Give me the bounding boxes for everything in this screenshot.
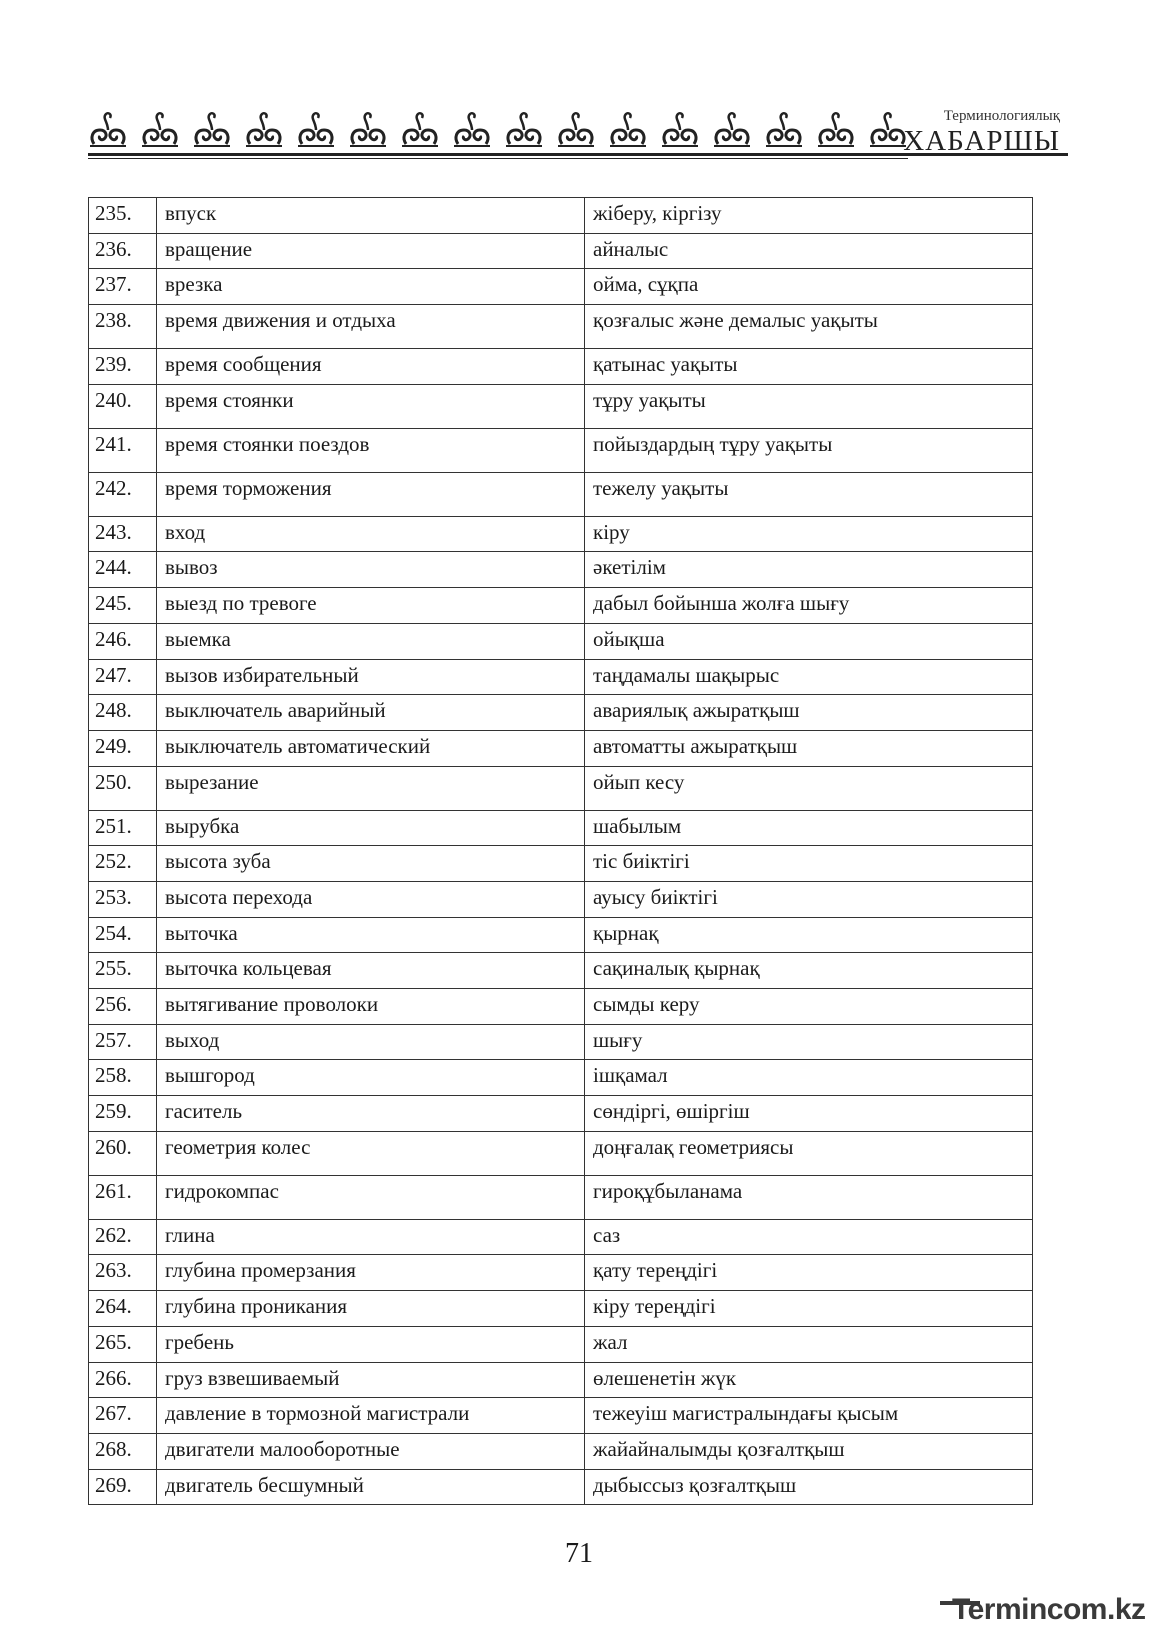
term-kazakh: ойма, сұқпа <box>585 269 1033 305</box>
term-russian: высота зуба <box>157 846 585 882</box>
term-number: 256. <box>89 989 157 1025</box>
table-row <box>89 1433 1033 1469</box>
term-number: 247. <box>89 659 157 695</box>
table-row <box>89 198 1033 234</box>
header-rule-thin <box>88 158 908 159</box>
table-row <box>89 384 1033 428</box>
term-kazakh: саз <box>585 1219 1033 1255</box>
term-kazakh: дыбыссыз қозғалтқыш <box>585 1469 1033 1505</box>
term-russian: давление в тормозной магистрали <box>157 1398 585 1434</box>
table-row <box>89 588 1033 624</box>
term-russian: двигатели малооборотные <box>157 1433 585 1469</box>
table-row <box>89 1060 1033 1096</box>
page-header <box>88 104 1068 166</box>
term-russian: глубина проникания <box>157 1291 585 1327</box>
term-number: 262. <box>89 1219 157 1255</box>
term-russian: высота перехода <box>157 881 585 917</box>
term-kazakh: сымды керу <box>585 989 1033 1025</box>
term-number: 248. <box>89 695 157 731</box>
term-number: 242. <box>89 472 157 516</box>
term-kazakh: қырнақ <box>585 917 1033 953</box>
term-russian: время стоянки поездов <box>157 428 585 472</box>
term-russian: глина <box>157 1219 585 1255</box>
table-row <box>89 1255 1033 1291</box>
table-row <box>89 1024 1033 1060</box>
term-number: 264. <box>89 1291 157 1327</box>
term-kazakh: кіру тереңдігі <box>585 1291 1033 1327</box>
table-row <box>89 766 1033 810</box>
table-row <box>89 1326 1033 1362</box>
table-row <box>89 953 1033 989</box>
table-row <box>89 989 1033 1025</box>
term-kazakh: ішқамал <box>585 1060 1033 1096</box>
table-row <box>89 659 1033 695</box>
term-russian: врезка <box>157 269 585 305</box>
term-kazakh: тежелу уақыты <box>585 472 1033 516</box>
term-kazakh: шығу <box>585 1024 1033 1060</box>
term-russian: выезд по тревоге <box>157 588 585 624</box>
term-number: 257. <box>89 1024 157 1060</box>
term-kazakh: ойықша <box>585 623 1033 659</box>
term-russian: вывоз <box>157 552 585 588</box>
term-kazakh: пойыздардың тұру уақыты <box>585 428 1033 472</box>
term-russian: вырезание <box>157 766 585 810</box>
terms-table-body <box>89 198 1033 1505</box>
term-number: 253. <box>89 881 157 917</box>
term-kazakh: кіру <box>585 516 1033 552</box>
term-kazakh: шабылым <box>585 810 1033 846</box>
term-kazakh: ойып кесу <box>585 766 1033 810</box>
table-row <box>89 730 1033 766</box>
table-row <box>89 1291 1033 1327</box>
term-kazakh: өлешенетін жүк <box>585 1362 1033 1398</box>
term-number: 237. <box>89 269 157 305</box>
term-kazakh: қату тереңдігі <box>585 1255 1033 1291</box>
term-kazakh: сөндіргі, өшіргіш <box>585 1096 1033 1132</box>
term-kazakh: таңдамалы шақырыс <box>585 659 1033 695</box>
term-kazakh: автоматты ажыратқыш <box>585 730 1033 766</box>
site-logo <box>940 1593 1146 1633</box>
term-number: 250. <box>89 766 157 810</box>
term-number: 254. <box>89 917 157 953</box>
terms-table <box>88 197 1033 1505</box>
page-number: 71 <box>565 1538 593 1569</box>
table-row <box>89 695 1033 731</box>
term-number: 252. <box>89 846 157 882</box>
term-russian: выточка <box>157 917 585 953</box>
term-russian: время сообщения <box>157 349 585 385</box>
term-number: 251. <box>89 810 157 846</box>
term-number: 246. <box>89 623 157 659</box>
term-russian: выход <box>157 1024 585 1060</box>
table-row <box>89 881 1033 917</box>
term-number: 259. <box>89 1096 157 1132</box>
header-title: ХАБАРШЫ <box>903 125 1060 157</box>
term-russian: вытягивание проволоки <box>157 989 585 1025</box>
term-kazakh: авариялық ажыратқыш <box>585 695 1033 731</box>
term-russian: груз взвешиваемый <box>157 1362 585 1398</box>
table-row <box>89 349 1033 385</box>
term-kazakh: дабыл бойынша жолға шығу <box>585 588 1033 624</box>
table-row <box>89 917 1033 953</box>
term-number: 241. <box>89 428 157 472</box>
table-row <box>89 428 1033 472</box>
term-number: 266. <box>89 1362 157 1398</box>
term-number: 267. <box>89 1398 157 1434</box>
term-number: 240. <box>89 384 157 428</box>
term-kazakh: ауысу биіктігі <box>585 881 1033 917</box>
term-russian: впуск <box>157 198 585 234</box>
table-row <box>89 472 1033 516</box>
table-row <box>89 1131 1033 1175</box>
table-row <box>89 269 1033 305</box>
term-russian: выемка <box>157 623 585 659</box>
term-number: 236. <box>89 233 157 269</box>
term-kazakh: жіберу, кіргізу <box>585 198 1033 234</box>
term-number: 261. <box>89 1175 157 1219</box>
term-number: 265. <box>89 1326 157 1362</box>
term-russian: вызов избирательный <box>157 659 585 695</box>
table-row <box>89 1219 1033 1255</box>
term-russian: выточка кольцевая <box>157 953 585 989</box>
term-kazakh: жал <box>585 1326 1033 1362</box>
term-russian: вращение <box>157 233 585 269</box>
term-kazakh: әкетілім <box>585 552 1033 588</box>
table-row <box>89 1362 1033 1398</box>
term-russian: время торможения <box>157 472 585 516</box>
term-russian: глубина промерзания <box>157 1255 585 1291</box>
term-kazakh: тежеуіш магистралындағы қысым <box>585 1398 1033 1434</box>
term-kazakh: жайайналымды қозғалтқыш <box>585 1433 1033 1469</box>
table-row <box>89 516 1033 552</box>
term-number: 235. <box>89 198 157 234</box>
term-kazakh: гироқұбыланама <box>585 1175 1033 1219</box>
term-russian: гребень <box>157 1326 585 1362</box>
term-number: 244. <box>89 552 157 588</box>
term-russian: двигатель бесшумный <box>157 1469 585 1505</box>
term-russian: время движения и отдыха <box>157 305 585 349</box>
term-russian: гидрокомпас <box>157 1175 585 1219</box>
term-kazakh: тұру уақыты <box>585 384 1033 428</box>
table-row <box>89 1398 1033 1434</box>
term-kazakh: айналыс <box>585 233 1033 269</box>
term-kazakh: тіс биіктігі <box>585 846 1033 882</box>
term-russian: время стоянки <box>157 384 585 428</box>
table-row <box>89 1469 1033 1505</box>
logo-text: Termincom.kz <box>952 1593 1146 1626</box>
term-russian: гаситель <box>157 1096 585 1132</box>
term-kazakh: қозғалыс және демалыс уақыты <box>585 305 1033 349</box>
term-russian: вход <box>157 516 585 552</box>
term-number: 258. <box>89 1060 157 1096</box>
table-row <box>89 1175 1033 1219</box>
term-number: 268. <box>89 1433 157 1469</box>
term-number: 245. <box>89 588 157 624</box>
table-row <box>89 810 1033 846</box>
term-number: 243. <box>89 516 157 552</box>
term-number: 260. <box>89 1131 157 1175</box>
term-russian: выключатель аварийный <box>157 695 585 731</box>
term-kazakh: қатынас уақыты <box>585 349 1033 385</box>
term-number: 249. <box>89 730 157 766</box>
table-row <box>89 1096 1033 1132</box>
term-kazakh: доңғалақ геометриясы <box>585 1131 1033 1175</box>
term-number: 263. <box>89 1255 157 1291</box>
term-number: 255. <box>89 953 157 989</box>
ornament-border <box>88 110 908 150</box>
table-row <box>89 623 1033 659</box>
term-number: 269. <box>89 1469 157 1505</box>
term-kazakh: сақиналық қырнақ <box>585 953 1033 989</box>
term-number: 239. <box>89 349 157 385</box>
term-russian: вырубка <box>157 810 585 846</box>
table-row <box>89 305 1033 349</box>
term-russian: геометрия колес <box>157 1131 585 1175</box>
table-row <box>89 846 1033 882</box>
term-russian: вышгород <box>157 1060 585 1096</box>
term-russian: выключатель автоматический <box>157 730 585 766</box>
term-number: 238. <box>89 305 157 349</box>
table-row <box>89 552 1033 588</box>
header-subtitle: Терминологиялық <box>943 108 1060 124</box>
table-row <box>89 233 1033 269</box>
